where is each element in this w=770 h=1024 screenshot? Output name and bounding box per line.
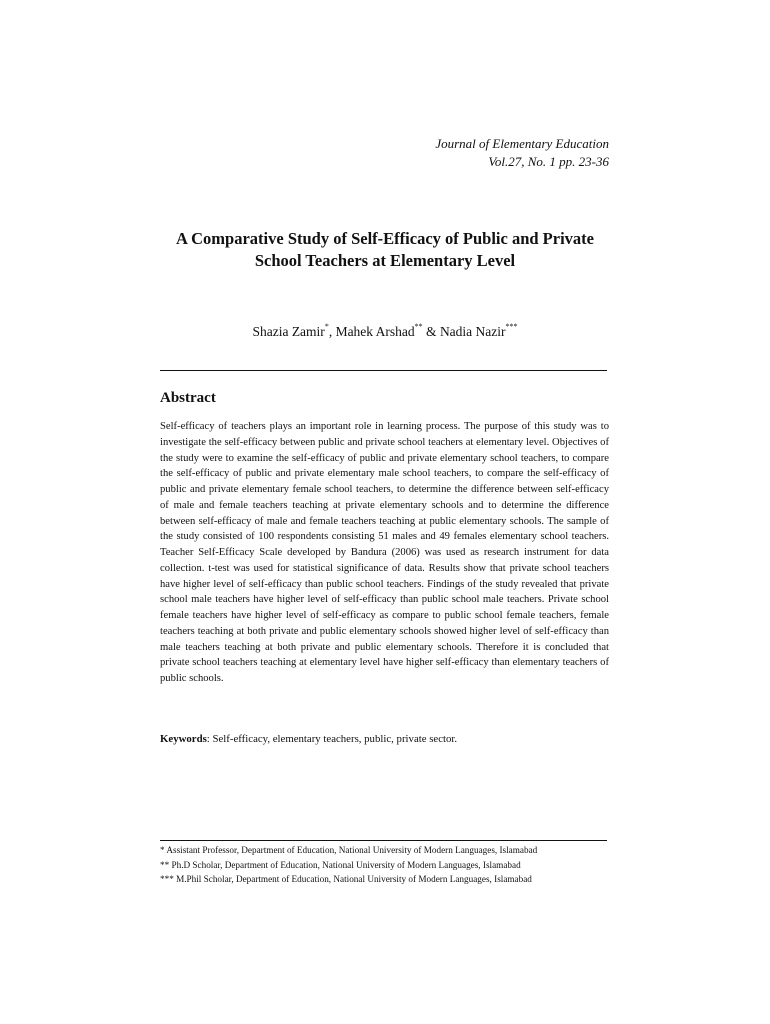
title-line-2: School Teachers at Elementary Level [254, 251, 516, 270]
journal-header [435, 135, 609, 171]
abstract-heading: Abstract [160, 390, 216, 406]
header-divider [160, 370, 607, 371]
volume-info: Vol.27, No. 1 pp. 23-36 [488, 154, 609, 169]
paper-title [160, 228, 610, 272]
author-name: Shazia Zamir [252, 324, 325, 339]
keywords [160, 731, 609, 747]
abstract-text: Self-efficacy of teachers plays an important role in learning process. The purpose of this study was to investigate the self-efficacy between public and private school teachers at elementary level. Objectives of the study were to examine the self-efficacy of public and private elementary school teachers, to compare the self-efficacy of public and private elementary male school teachers, to compare the self-efficacy of public and private elementary female school teachers, to determine the difference between self-efficacy of male and female teachers teaching at private elementary schools and to determine the difference between self-efficacy of male and female teachers teaching at public elementary schools. The sample of the study consisted of 100 respondents consisting 51 males and 49 females elementary school teachers. Teacher Self-Efficacy Scale developed by Bandura (2006) was used as research instrument for data collection. t-test was used for statistical significance of data. Results show that private school teachers have higher level of self-efficacy than public school teachers. Findings of the study revealed that private school male teachers have higher level of self-efficacy than public school male teachers. Private school female teachers have higher level of self-efficacy as compare to public school female teachers, female teachers teaching at both private and public elementary schools showed higher level of self-efficacy than male teachers teaching at both private and public elementary schools. Therefore it is concluded that private school teachers teaching at elementary level have higher self-efficacy than elementary teachers of public schools. [160, 421, 609, 684]
footnote-item: *** M.Phil Scholar, Department of Education, National University of Modern Languages, Islamabad [160, 874, 532, 884]
footnote-divider [160, 840, 607, 841]
keywords-text: : Self-efficacy, elementary teachers, public, private sector. [206, 733, 458, 745]
affiliation-mark: * [324, 322, 329, 331]
footnotes [160, 843, 620, 887]
author-name: Mahek Arshad [335, 324, 415, 339]
journal-name: Journal of Elementary Education [435, 136, 609, 151]
author-separator: , [328, 324, 336, 339]
author-list [160, 322, 610, 342]
footnote-item: * Assistant Professor, Department of Education, National University of Modern Languages, Islamabad [160, 845, 538, 855]
author-separator: & [422, 324, 440, 339]
keywords-label: Keywords [160, 733, 207, 745]
affiliation-mark: *** [505, 322, 518, 331]
affiliation-mark: ** [414, 322, 423, 331]
author-name: Nadia Nazir [439, 324, 506, 339]
title-line-1: A Comparative Study of Self-Efficacy of Public and Private [176, 229, 594, 248]
footnote-item: ** Ph.D Scholar, Department of Education, National University of Modern Languages, Islamabad [160, 859, 521, 870]
